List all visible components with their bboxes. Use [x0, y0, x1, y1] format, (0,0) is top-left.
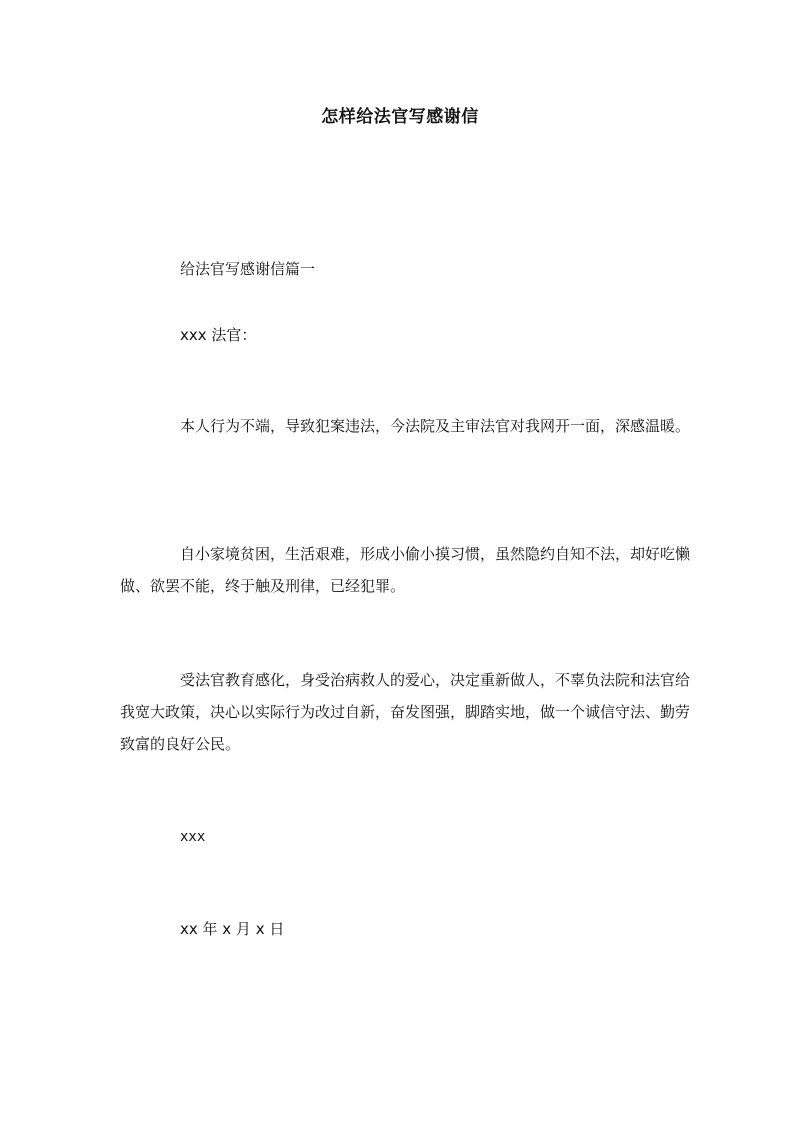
letter-paragraph-2: 自小家境贫困，生活艰难，形成小偷小摸习惯，虽然隐约自知不法，却好吃懒做、欲罢不能，终于触及刑律，已经犯罪。 [120, 545, 691, 595]
letter-date: xx 年 x 月 x 日 [180, 920, 285, 938]
letter-subheading: 给法官写感谢信篇一 [180, 260, 316, 278]
letter-signature: xxx [180, 829, 206, 845]
letter-paragraph-3: 受法官教育感化，身受治病救人的爱心，决定重新做人，不辜负法院和法官给我宽大政策，决心以实际行为改过自新，奋发图强，脚踏实地，做一个诚信守法、勤劳致富的良好公民。 [120, 671, 691, 753]
letter-salutation: xxx 法官： [180, 326, 257, 344]
document-title: 怎样给法官写感谢信 [321, 107, 479, 127]
letter-paragraph-1: 本人行为不端，导致犯案违法，今法院及主审法官对我网开一面，深感温暖。 [180, 417, 691, 435]
